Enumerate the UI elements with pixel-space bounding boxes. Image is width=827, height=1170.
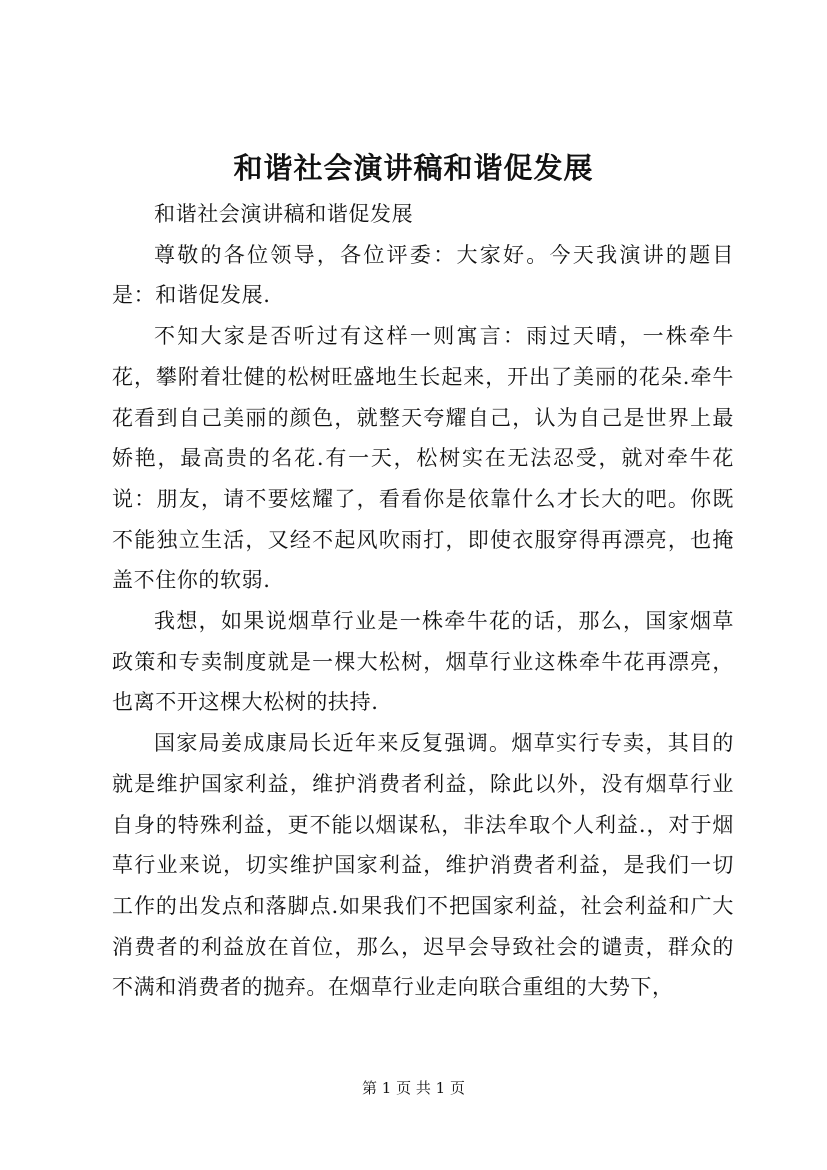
page-footer: 第 1 页 共 1 页 — [362, 1079, 465, 1097]
paragraph-subtitle: 和谐社会演讲稿和谐促发展 — [154, 202, 414, 226]
document-title: 和谐社会演讲稿和谐促发展 — [233, 151, 594, 185]
paragraph-fable: 不知大家是否听过有这样一则寓言：雨过天晴，一株牵牛花，攀附着壮健的松树旺盛地生长起来，开出了美丽的花朵.牵牛花看到自己美丽的颜色，就整天夸耀自己，认为自己是世界上最娇艳，最高贵的名花.有一天，松树实在无法忍受，就对牵牛花说：朋友，请不要炫耀了，看看你是依靠什么才长大的吧。你既不能独立生活，又经不起风吹雨打，即使衣服穿得再漂亮，也掩盖不住你的软弱. — [112, 324, 734, 593]
paragraph-greeting: 尊敬的各位领导，各位评委：大家好。今天我演讲的题目是：和谐促发展. — [112, 242, 734, 308]
paragraph-metaphor: 我想，如果说烟草行业是一株牵牛花的话，那么，国家烟草政策和专卖制度就是一棵大松树，烟草行业这株牵牛花再漂亮，也离不开这棵大松树的扶持. — [112, 609, 734, 715]
paragraph-policy: 国家局姜成康局长近年来反复强调。烟草实行专卖，其目的就是维护国家利益，维护消费者利益，除此以外，没有烟草行业自身的特殊利益，更不能以烟谋私，非法牟取个人利益.，对于烟草行业来说，切实维护国家利益，维护消费者利益，是我们一切工作的出发点和落脚点.如果我们不把国家利益，社会利益和广大消费者的利益放在首位，那么，迟早会导致社会的谴责，群众的不满和消费者的抛弃。在烟草行业走向联合重组的大势下， — [112, 731, 734, 1000]
document-body — [112, 194, 734, 1008]
